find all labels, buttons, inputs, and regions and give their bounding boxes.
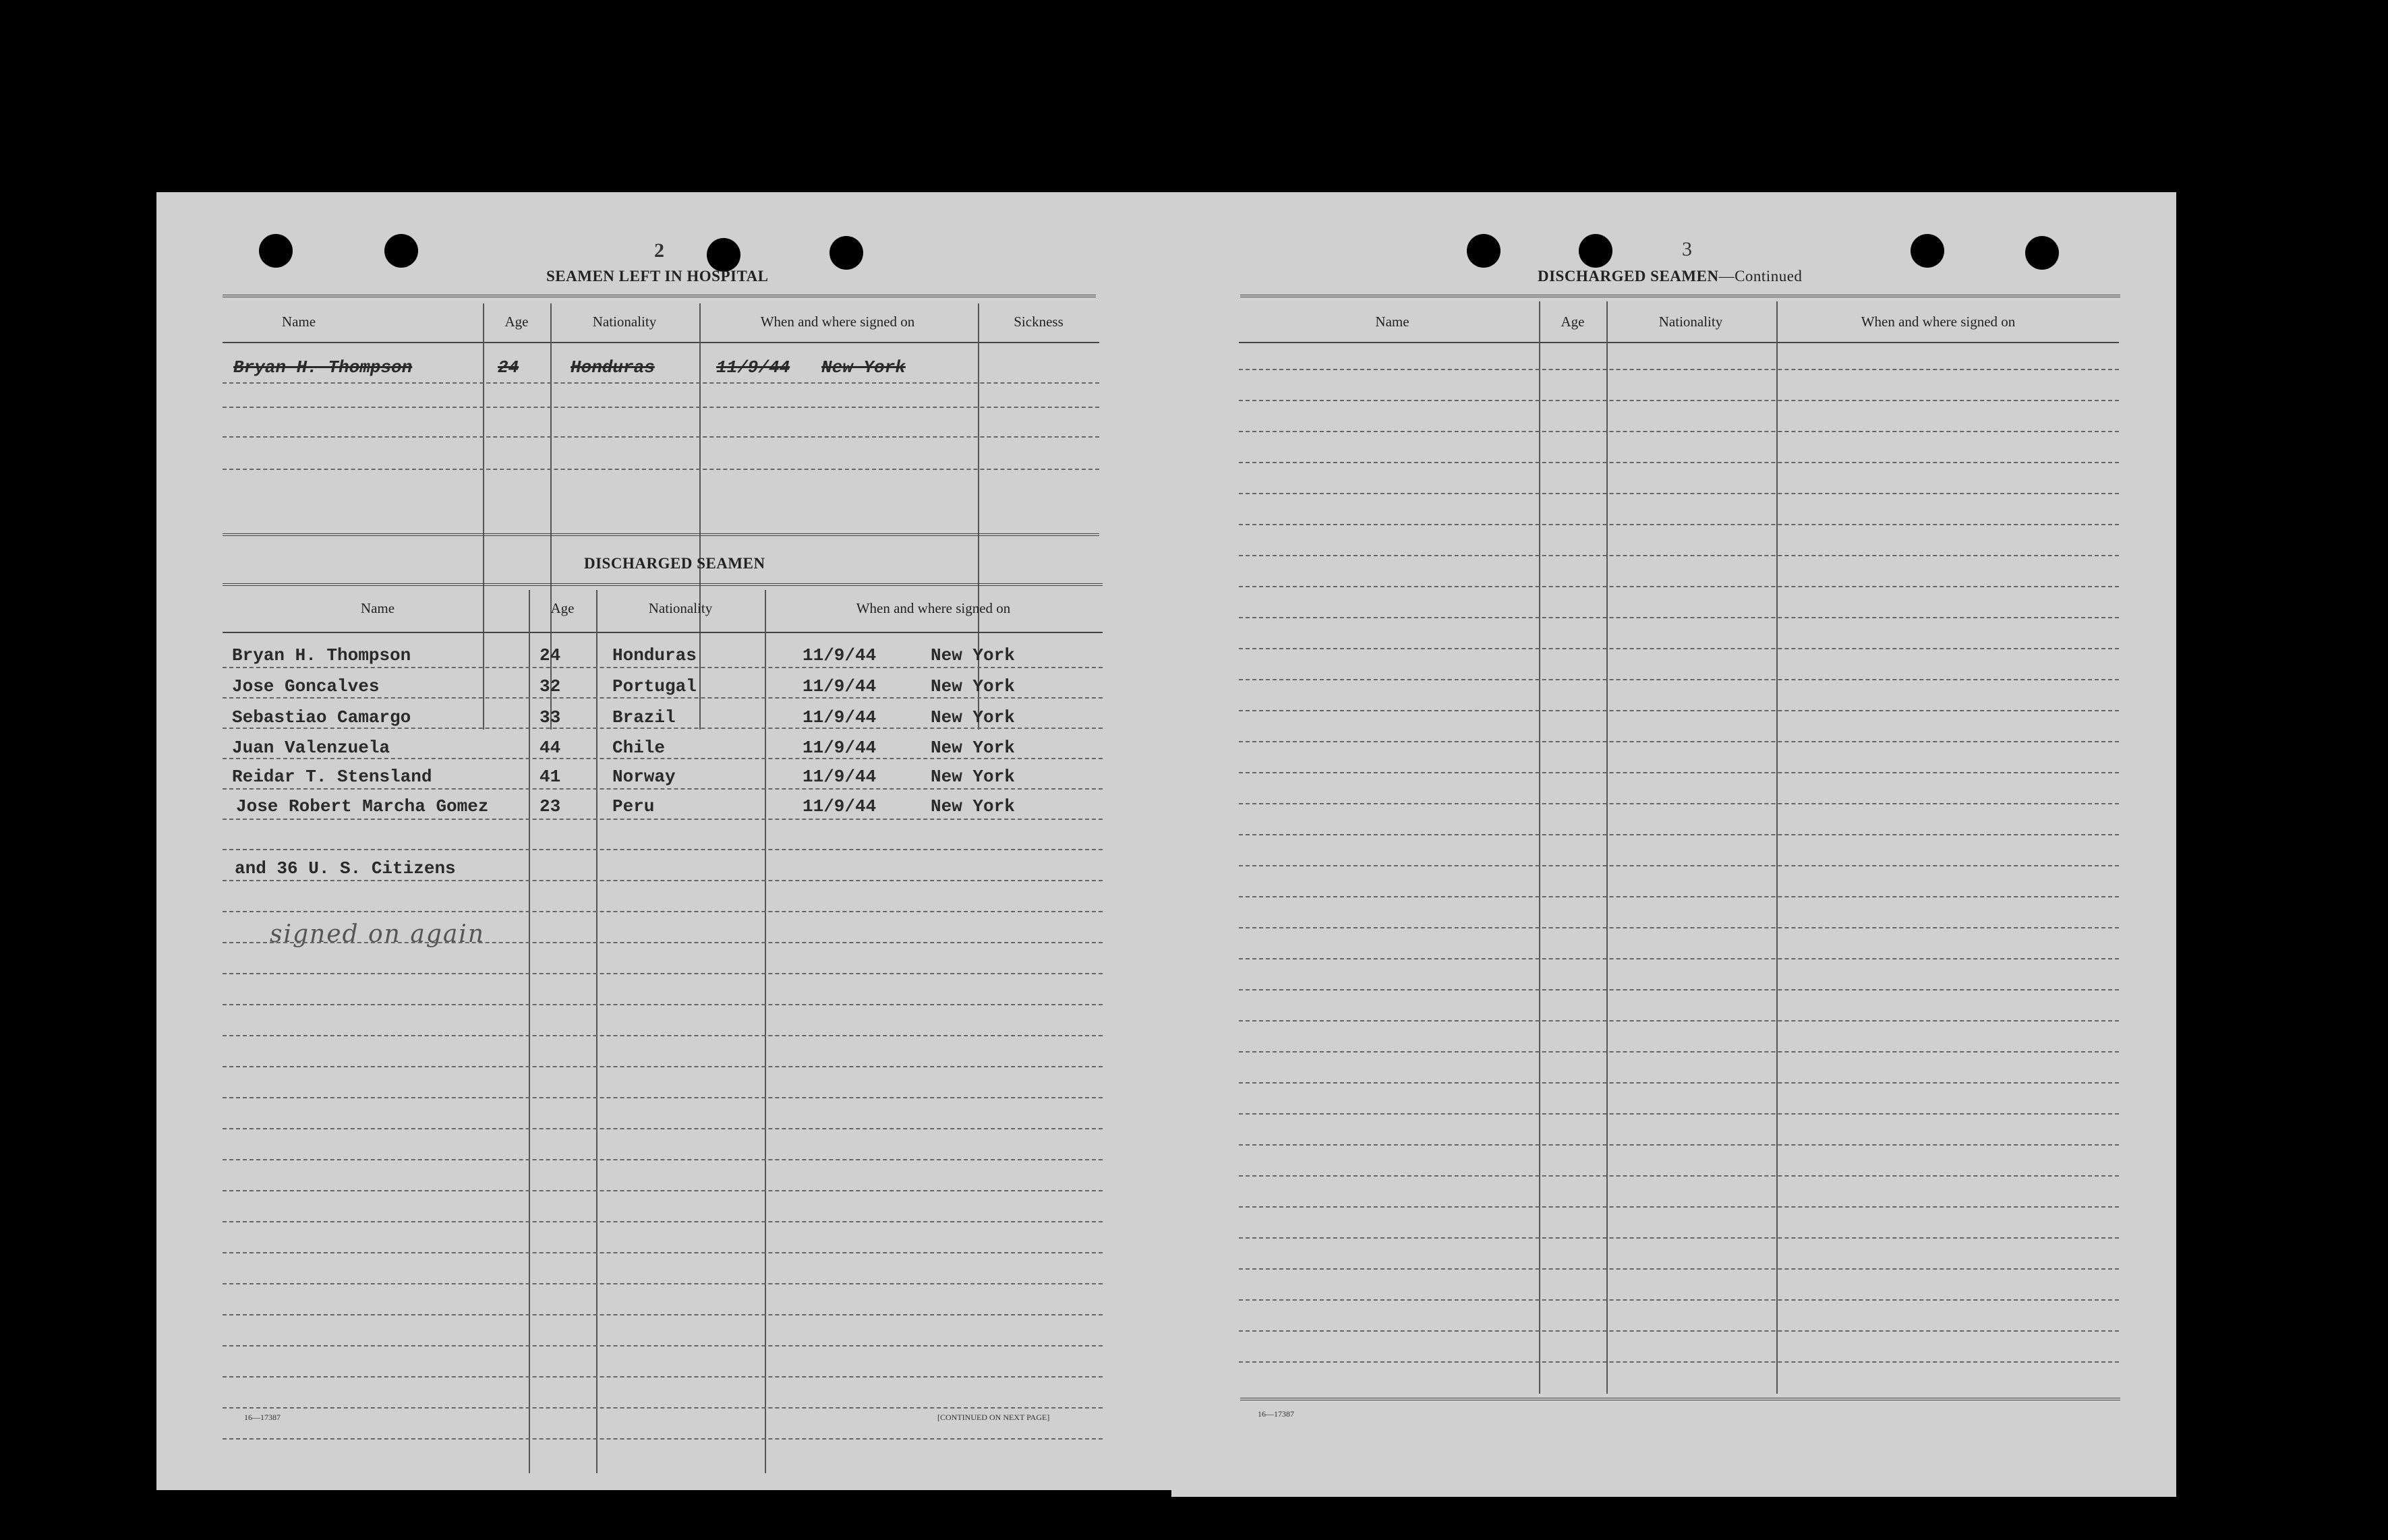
column-line [1539,301,1540,1394]
discharged-section-title: DISCHARGED SEAMEN [584,555,765,572]
seaman-nationality: Portugal [612,676,697,697]
seaman-name: Reidar T. Stensland [232,767,432,787]
row-line [223,1252,1103,1253]
hospital-header-name: Name [281,314,316,330]
row-line [223,819,1103,820]
row-line [1239,493,2119,494]
row-line [1239,927,2119,928]
rule [223,583,1103,586]
column-line [550,303,552,730]
row-line [1239,896,2119,897]
row-line [1239,462,2119,463]
row-line [223,1035,1103,1036]
punch-hole [707,238,740,272]
row-line [223,1128,1103,1129]
column-line [978,303,979,730]
row-line [1239,1144,2119,1146]
right-section-title-suffix: —Continued [1718,268,1803,285]
right-header-nationality: Nationality [1658,314,1723,330]
rule [223,533,1099,536]
continued-note: [CONTINUED ON NEXT PAGE] [937,1413,1050,1422]
column-line [596,590,598,1473]
column-line [699,303,701,730]
hospital-age: 24 [498,357,519,378]
punch-hole [384,234,418,268]
seaman-age: 23 [540,796,561,817]
row-line [223,788,1103,790]
column-line [765,590,766,1473]
column-line [1776,301,1778,1394]
row-line [1239,803,2119,804]
seaman-place: New York [931,738,1015,758]
row-line [1239,648,2119,649]
hospital-header-sickness: Sickness [1014,314,1064,330]
seaman-nationality: Norway [612,767,676,787]
row-line [1239,1020,2119,1021]
row-line [223,1283,1103,1284]
right-section-title-text: DISCHARGED SEAMEN [1538,268,1719,285]
seaman-name: Juan Valenzuela [232,738,390,758]
seaman-date: 11/9/44 [803,767,877,787]
citizens-note: and 36 U. S. Citizens [235,858,456,879]
row-line [1239,1113,2119,1115]
row-line [223,1438,1103,1440]
seaman-place: New York [931,767,1015,787]
row-line [1239,1299,2119,1301]
rule [223,295,1096,297]
row-line [1239,1082,2119,1084]
seaman-date: 11/9/44 [803,645,877,665]
seaman-age: 44 [540,738,561,758]
row-line [223,1345,1103,1346]
row-line [223,697,1103,699]
seaman-date: 11/9/44 [803,738,877,758]
seaman-age: 32 [540,676,561,697]
row-line [223,1221,1103,1222]
seaman-date: 11/9/44 [803,796,877,817]
row-line [223,942,1103,943]
row-line [1239,1206,2119,1208]
row-line [223,436,1099,438]
seaman-age: 33 [540,707,561,728]
discharged-header-nationality: Nationality [648,600,713,616]
row-line [223,1097,1103,1098]
row-line [1239,989,2119,990]
form-number: 16—17387 [244,1413,281,1422]
column-line [1606,301,1608,1394]
row-line [223,469,1099,470]
discharged-header-age: Age [550,600,575,616]
hospital-header-age: Age [504,314,529,330]
row-line [223,758,1103,759]
row-line [1239,524,2119,525]
left-page [156,192,1171,1490]
seaman-name: Sebastiao Camargo [232,707,411,728]
row-line [223,880,1103,881]
seaman-place: New York [931,676,1015,697]
row-line [1239,431,2119,432]
row-line [1239,1175,2119,1177]
right-section-title [1538,268,1802,285]
punch-hole [2025,236,2059,270]
seaman-age: 24 [540,645,561,665]
rule [223,632,1103,633]
row-line [223,1376,1103,1378]
column-line [483,303,484,730]
hospital-name: Bryan H. Thompson [233,357,413,378]
seaman-nationality: Honduras [612,645,697,665]
seaman-nationality: Peru [612,796,655,817]
row-line [223,1159,1103,1160]
punch-hole [1579,234,1612,268]
seaman-nationality: Chile [612,738,666,758]
seaman-name: Jose Goncalves [232,676,380,697]
row-line [223,407,1099,408]
row-line [223,1190,1103,1191]
right-header-signed-on: When and where signed on [1861,314,2016,330]
discharged-header-name: Name [360,600,395,616]
row-line [223,667,1103,668]
row-line [223,911,1103,912]
hospital-nationality: Honduras [571,357,655,378]
discharged-header-signed-on: When and where signed on [856,600,1011,616]
seaman-name: Bryan H. Thompson [232,645,411,665]
row-line [223,1407,1103,1409]
seaman-age: 41 [540,767,561,787]
rule [1240,1398,2120,1400]
column-line [529,590,530,1473]
seaman-nationality: Brazil [612,707,676,728]
punch-hole [829,236,863,270]
row-line [1239,834,2119,835]
row-line [1239,772,2119,773]
row-line [1239,865,2119,866]
row-line [223,973,1103,974]
row-line [1239,586,2119,587]
rule [1239,342,2119,343]
seaman-place: New York [931,645,1015,665]
hospital-place: New York [821,357,906,378]
row-line [1239,1330,2119,1332]
punch-hole [259,234,293,268]
seaman-place: New York [931,796,1015,817]
row-line [1239,958,2119,959]
handwritten-note: signed on again [270,920,485,948]
hospital-header-signed-on: When and where signed on [760,314,915,330]
row-line [1239,1268,2119,1270]
page-number: 2 [654,239,664,262]
row-line [1239,1051,2119,1053]
row-line [223,1066,1103,1067]
row-line [223,849,1103,850]
row-line [1239,555,2119,556]
row-line [223,1004,1103,1005]
punch-hole [1911,234,1944,268]
row-line [1239,369,2119,370]
row-line [223,728,1103,729]
form-number: 16—17387 [1258,1409,1294,1419]
seaman-date: 11/9/44 [803,676,877,697]
seaman-name: Jose Robert Marcha Gomez [236,796,489,817]
row-line [1239,679,2119,680]
rule [223,342,1099,343]
punch-hole [1467,234,1501,268]
row-line [1239,1361,2119,1363]
seaman-place: New York [931,707,1015,728]
row-line [1239,741,2119,742]
hospital-date: 11/9/44 [716,357,790,378]
seaman-date: 11/9/44 [803,707,877,728]
row-line [223,1314,1103,1315]
row-line [1239,400,2119,401]
row-line [1239,710,2119,711]
page-number: 3 [1682,238,1692,260]
row-line [1239,1237,2119,1239]
right-page [1171,192,2176,1497]
hospital-section-title: SEAMEN LEFT IN HOSPITAL [546,268,769,285]
right-header-age: Age [1561,314,1585,330]
right-header-name: Name [1375,314,1409,330]
rule [1240,295,2120,297]
hospital-header-nationality: Nationality [592,314,657,330]
row-line [223,382,1099,384]
row-line [1239,617,2119,618]
